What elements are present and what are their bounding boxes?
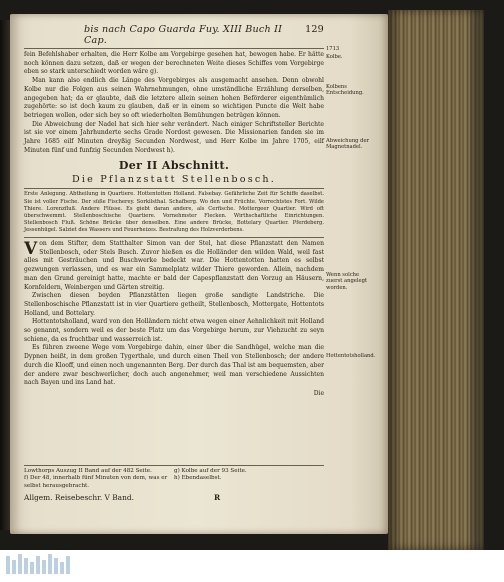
catchword: Die (313, 389, 324, 397)
paragraph: Zwischen diesen beyden Pflanzstätten liegen große sandigte Landstriche. Die Stellenboschische Pflanzstatt ist in vier Quartiere getheilt, Stellenbosch, Mottergate, Hottentots Holland, und Bottelary. (24, 292, 324, 317)
margin-note-variation: Abweichung der Magnetnadel. (326, 138, 370, 151)
page-text (24, 24, 324, 397)
section-contents: Erste Anlegung. Abtheilung in Quartiere. Hottentotten Holland. Falsebay. Gefährliche Zeit für Schiffe daselbst. Sie ist voller Fische. Der süße Fischerey. Sorkilsthal. Schafberg. Wo den und Früchte. Vorrechtstes Fort. Wilde Thiere. Lorenzfluß. Andere Flüsse. Es giebt daran andere, als Cerfische. Mottergeer Quartier. Wird oft überschwemmt. Stellenboschische Quartiere. Vornehmster Flecken. Wirthschaftliche Einrichtungen. Stellenbosch Fluß. Schöne Brücke über denselben. Eine andere Brücke, Bottelary Quartier. Pferdeberg. Jessenhügel. Salziet des Wassers und Feuerheizes. Bestrafung des Holzverderbens. (24, 191, 324, 233)
contents-rule (24, 237, 324, 238)
signature-mark: R (213, 493, 221, 502)
footnote-rule (24, 465, 324, 466)
section-heading: Der II Abschnitt. (118, 159, 230, 173)
section-title: Die Pflanzstatt Stellenbosch. (71, 174, 277, 186)
running-head-title: bis nach Capo Guarda Fuy. XIII Buch II Cap. (84, 24, 283, 46)
footnote: g) Kolbe auf der 93 Seite. (174, 468, 247, 474)
paragraph: Die Abweichung der Nadel hat sich hier sehr verändert. Nach einiger Schriftsteller Berichte ist sie vor einem Jahrhunderte sechs Grade Nordost gewesen. Die Missionarien fanden sie im Jahre 1685 eilf Minuten dreyßig Secunden Nordwest, und Herr Kolbe im Jahre 1705, eilf Minuten fünf und funfzig Secunden Nordwest h). (24, 120, 324, 154)
dropcap: V (24, 239, 38, 259)
margin-note-kolbe: Kolbens Entscheidung. (326, 84, 364, 97)
head-rule (24, 48, 324, 49)
footnote: Lowthorps Auszug II Band auf der 482 Seite. (24, 468, 152, 474)
margin-year: 1713 (326, 46, 340, 52)
footnote: h) Ebendaselbst. (174, 475, 222, 482)
signature-line (24, 493, 324, 502)
margin-note-names: Wenn solche zuerst angelegt worden. (326, 272, 367, 291)
paragraph: Von dem Stifter, dem Statthalter Simon van der Stel, hat diese Pflanzstatt den Namen Stellenbosch, oder Stels Busch. Zuvor hießen es die Holländer den wilden Wald, weil fast alles mit Gesträuchen und Buschwerke bedeckt war. Die Hottentotten hatten es selbst gezwungen verlassen, und es war ein Sammelplatz wilder Thiere geworden. Allein, nachdem man den Grund gereinigt hatte, machte er bald der Capespflanzstatt den Vorzug an Häusern, Kornfeldern, Weinbergen und Gärten streitig. (24, 239, 324, 291)
paragraph: Man kann also endlich die Länge des Vorgebirges als ausgemacht ansehen. Denn obwohl Kolbe nur die Folgen aus seinen Wahrnehmungen, ohne umständliche Erzählung derselben, angegeben hat; da er glaubte, daß die letztere allein seinen hohen Beförderer eigenthümlich zugehörte: so ist doch kaum zu glauben, daß er in einem so wichtigen Puncte die Welt habe betriegen wollen, oder sich bey so oft wiederholten Bemühungen betrügen können. (24, 77, 324, 119)
margin-name: Kolbe. (326, 54, 343, 60)
library-logo-icon (4, 552, 74, 578)
footnote: f) Der 48, innerhalb fünf Minuten von dem, was er selbst herausgebracht. (24, 475, 168, 489)
footnotes (24, 463, 324, 490)
page-edges-fade (470, 10, 504, 550)
signature-text: Allgem. Reisebeschr. V Band. (24, 493, 134, 502)
page-number: 129 (305, 24, 324, 35)
section-rule (24, 188, 324, 189)
paragraph: Es führen zweene Wege vom Vorgebirge dahin, einer über die Sandhügel, welche man die Dypnen heißt, in dem großen Tygerthale, und durch einen Theil von Stellenbosch; der andere durch die Klooff, und einen noch ungenannten Berg. Der durch das Thal ist am bequemsten, aber der andere zwar beschwerlicher, doch auch angenehmer, weil man verschiedene Aussichten nach Bayen und ins Land hat. (24, 344, 324, 387)
paragraph: fein Befehlshaber erhalten, die Herr Kolbe am Vorgebirge gesehen hat, bewogen habe. Er hätte noch können dazu setzen, daß er wegen der berechneten Weite dieses Schiffes vom Vorgebirge eben so stark unterschiedt worden wäre g). (24, 51, 324, 76)
margin-note-hottentot: Hottentotsholland. (326, 353, 376, 359)
bottom-strip (0, 550, 504, 582)
running-head (24, 24, 324, 46)
paragraph: Hottentotsholland, ward von den Holländern nicht etwa wegen einer Aehnlichkeit mit Holland so genannt, sondern weil es der beste Platz um das Vorgebirge herum, zur Viehzucht zu seyn schiene, da es fruchtbar und wasserreich ist. (24, 318, 324, 343)
